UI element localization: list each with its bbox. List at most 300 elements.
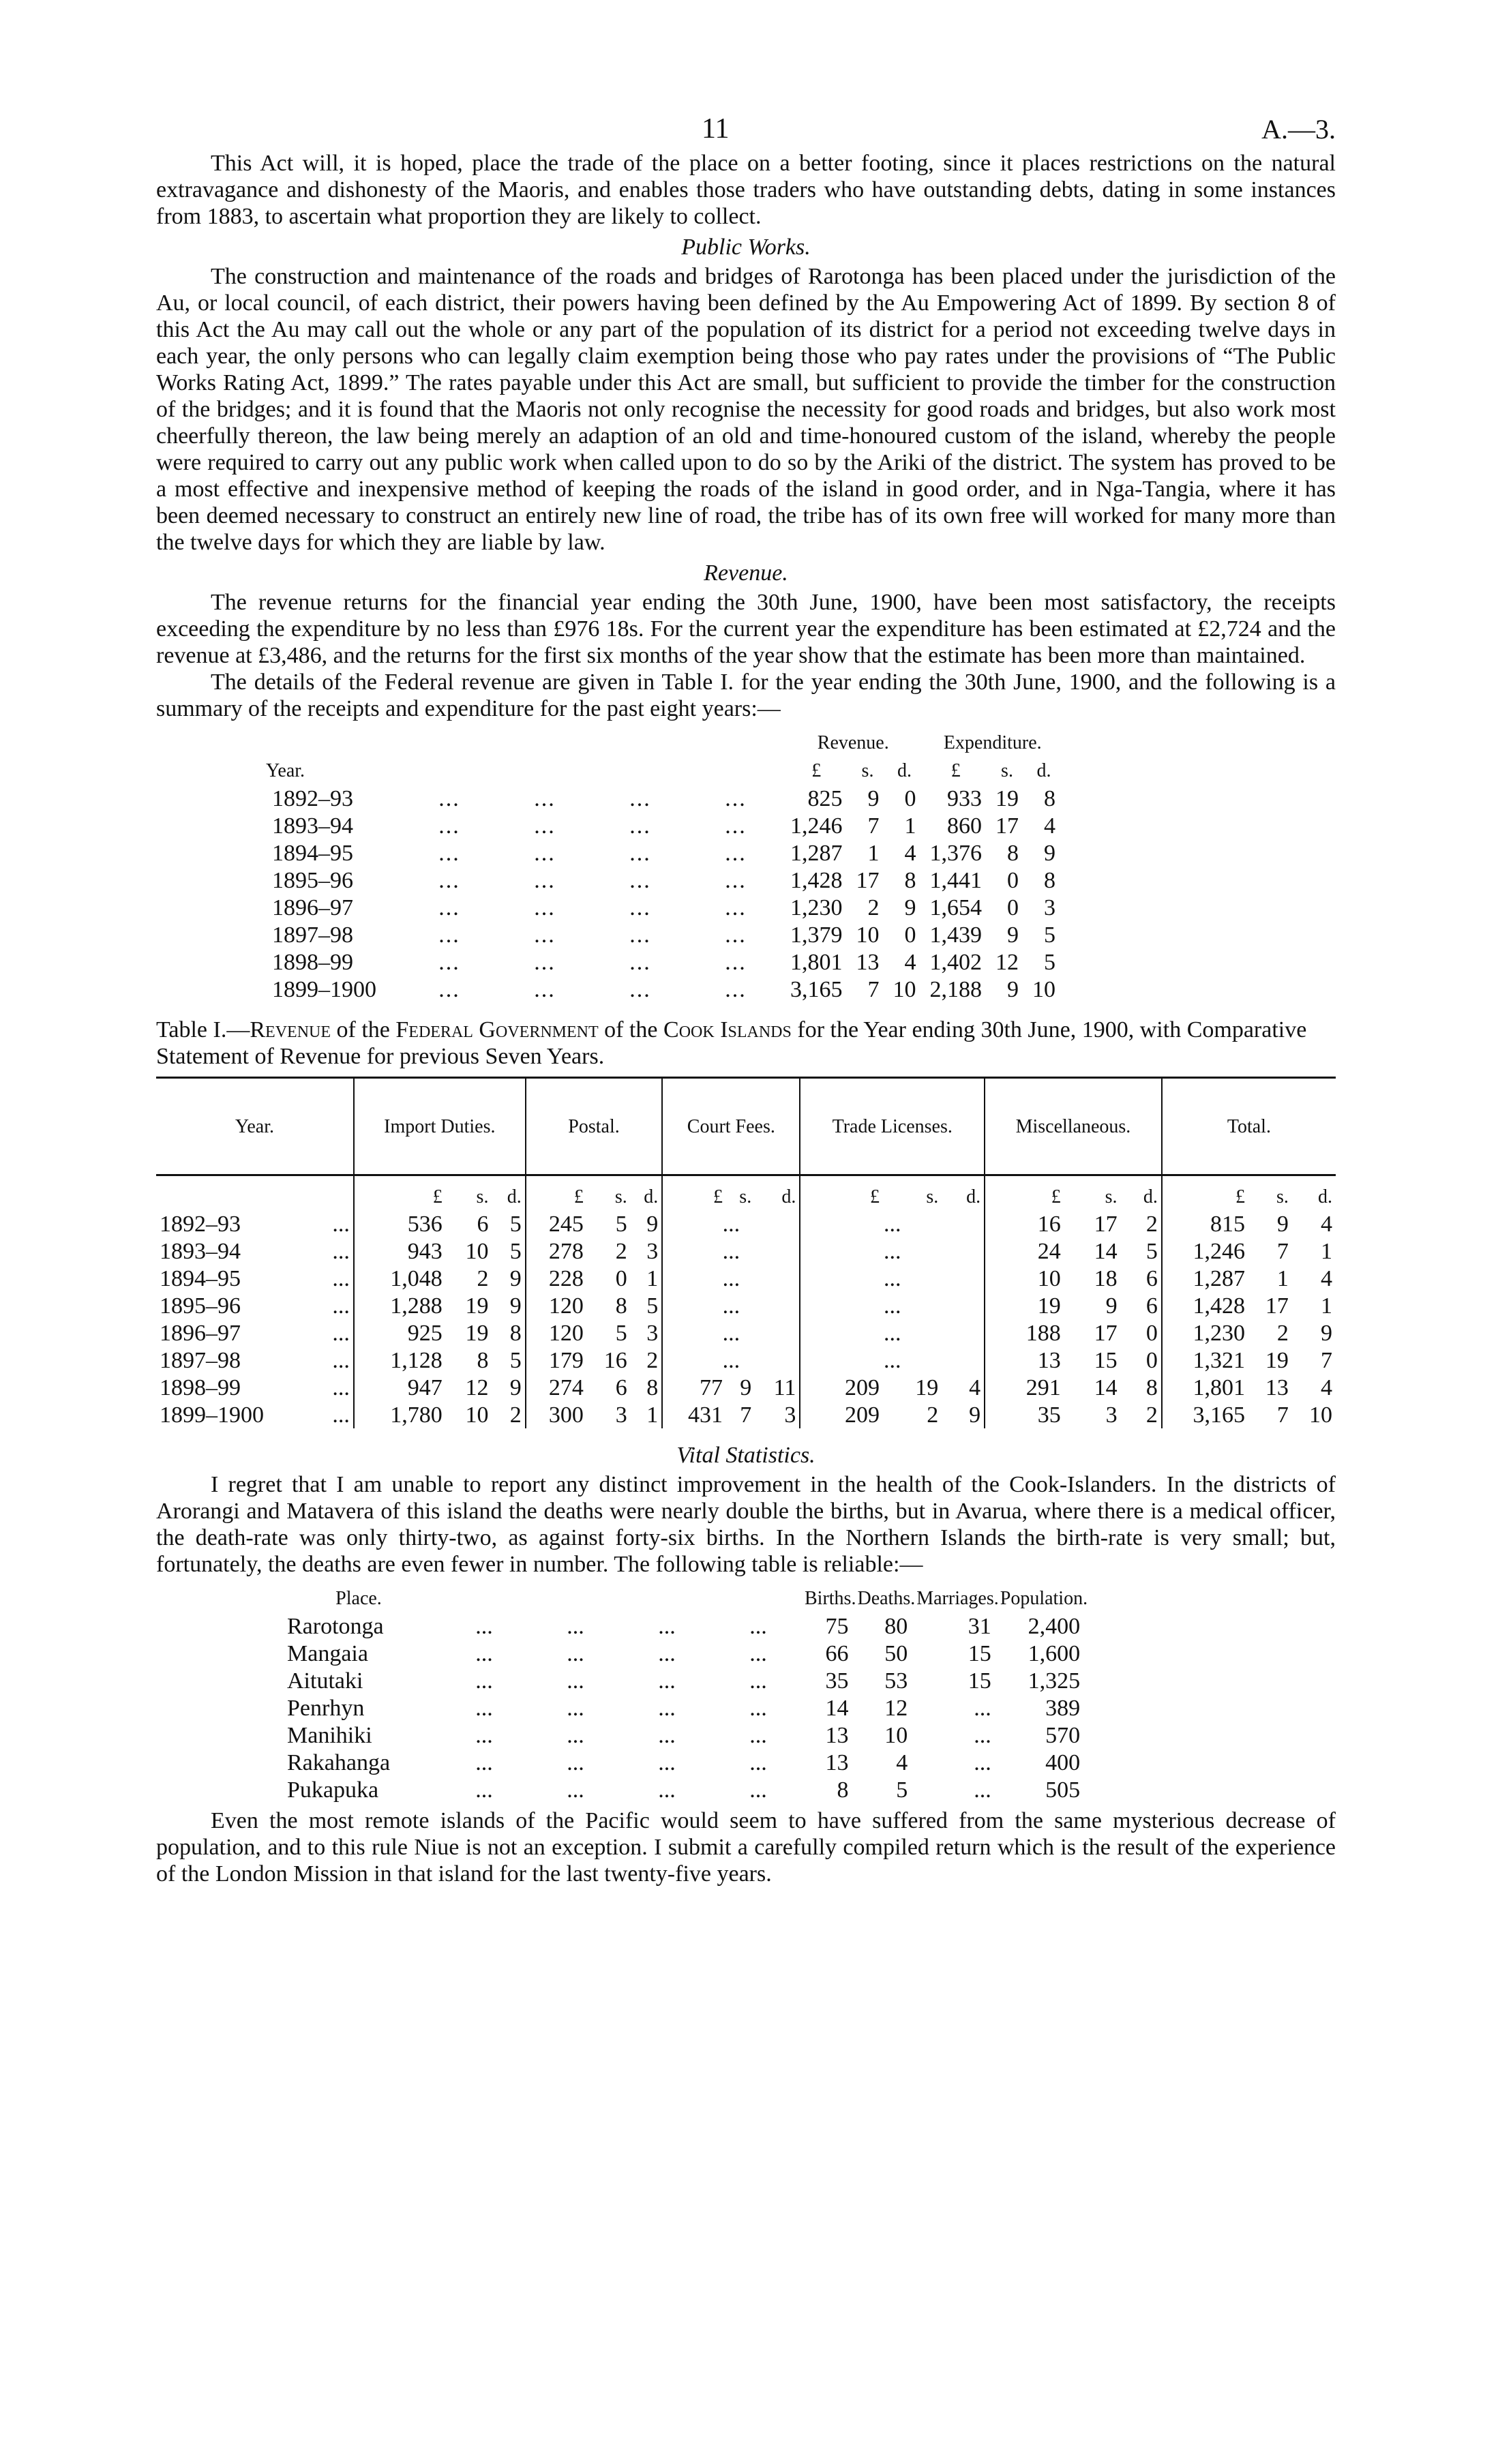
leader-dots: ...	[629, 785, 651, 811]
closing-paragraph: Even the most remote islands of the Pacific would seem to have suffered from the same mysterious decrease of population, and to this rule Niue is not an exception. I submit a carefully compiled return which is the result of the experience of the London Mission in that island for the last twenty-five years.	[156, 1808, 1336, 1887]
population-cell: 570	[1045, 1722, 1081, 1748]
amount-cell: 291	[985, 1374, 1064, 1401]
leader-dots: ...	[534, 840, 556, 866]
amount-cell: 2	[1276, 1320, 1289, 1346]
amount-cell: 6	[1145, 1265, 1158, 1291]
vital-statistics-paragraph: I regret that I am unable to report any distinct improvement in the health of the Cook-Islanders. In the districts of Arorangi and Matavera of this island the deaths were nearly double the births, but in Avarua, where there is a medical officer, the death-rate was only thirty-two, as against forty-six births. In the Northern Islands the birth-rate is very small; but, fortunately, the deaths are even fewer in number. The following table is reliable:—	[156, 1472, 1336, 1577]
revenue-paragraph-2: The details of the Federal revenue are given in Table I. for the year ending the 30th June, 1900, and the following is a summary of the receipts and expenditure for the past eight years:—	[156, 670, 1336, 721]
amount-cell: 8	[615, 1293, 627, 1319]
leader-dots: ...	[332, 1265, 350, 1291]
amount-cell: 5	[615, 1211, 627, 1237]
leader-dots: ...	[567, 1777, 584, 1803]
leader-dots: ...	[749, 1777, 767, 1803]
table-row	[265, 785, 1062, 812]
unit-label: d.	[644, 1186, 659, 1207]
unit-label: £	[354, 1175, 446, 1211]
table-row	[265, 894, 1062, 921]
leader-dots: ...	[749, 1613, 767, 1639]
unit-label: d.	[1318, 1186, 1332, 1207]
amount-cell: 1	[1321, 1293, 1332, 1319]
revenue-paragraph-1: The revenue returns for the financial year ending the 30th June, 1900, have been most satisfactory, the receipts exceeding the expenditure by no less than £976 18s. For the current year the expenditure has been estimated at £2,724 and the revenue at £3,486, and the returns for the first six months of the year show that the estimate has been more than maintained.	[156, 590, 1336, 668]
amount-cell: 10	[465, 1238, 489, 1264]
amount-cell: 17	[1094, 1211, 1118, 1237]
column-header: Postal.	[526, 1078, 663, 1175]
amount-cell: 278	[526, 1237, 587, 1265]
caption-prefix: Table I.—	[156, 1017, 250, 1042]
births-cell: 35	[825, 1668, 849, 1694]
amount-cell: 209	[800, 1374, 883, 1401]
spacer	[318, 1175, 354, 1211]
leader-dots: ...	[749, 1695, 767, 1721]
expenditure-cell: 0	[1007, 867, 1019, 893]
amount-cell: 245	[526, 1210, 587, 1237]
marriages-cell: 15	[968, 1640, 991, 1666]
amount-cell: 4	[969, 1374, 981, 1400]
revenue-cell: 1,246	[790, 813, 843, 839]
revenue-cell: 1,801	[790, 949, 843, 975]
amount-cell: 2	[615, 1238, 627, 1264]
leader-dots: ...	[629, 922, 651, 948]
leader-dots: ...	[475, 1668, 493, 1694]
leader-dots: ...	[629, 949, 651, 975]
spacer	[156, 1175, 318, 1211]
leader-dots: ...	[567, 1695, 584, 1721]
table-row	[279, 1776, 1088, 1803]
year-cell: 1899–1900	[160, 1402, 264, 1428]
year-cell: 1894–95	[160, 1265, 241, 1291]
table-row	[279, 1612, 1088, 1640]
amount-cell: 536	[354, 1210, 446, 1237]
table-row	[279, 1749, 1088, 1776]
empty-value-dots: ...	[662, 1319, 800, 1347]
unit-label: d.	[897, 760, 912, 781]
leader-dots: ...	[567, 1613, 584, 1639]
table-row	[265, 948, 1062, 976]
leader-dots: ...	[658, 1749, 676, 1775]
leader-dots: ...	[725, 813, 747, 839]
federal-revenue-table	[156, 1077, 1336, 1428]
amount-cell: 14	[1094, 1374, 1118, 1400]
leader-dots: ...	[475, 1777, 493, 1803]
place-cell: Rakahanga	[287, 1749, 391, 1775]
births-cell: 75	[825, 1613, 849, 1639]
table-row	[156, 1347, 1336, 1374]
column-header: Total.	[1162, 1078, 1336, 1175]
amount-cell: 947	[354, 1374, 446, 1401]
amount-cell: 19	[465, 1293, 489, 1319]
amount-cell: 6	[1145, 1293, 1158, 1319]
page-header	[156, 102, 1336, 150]
leader-dots: ...	[567, 1668, 584, 1694]
leader-dots: ...	[332, 1211, 350, 1237]
amount-cell: 1,048	[354, 1265, 446, 1292]
amount-cell: 1,801	[1162, 1374, 1248, 1401]
leader-dots: ...	[438, 785, 460, 811]
expenditure-cell: 0	[1007, 895, 1019, 920]
leader-dots: ...	[534, 785, 556, 811]
deaths-cell: 10	[884, 1722, 908, 1748]
year-cell: 1896–97	[160, 1320, 241, 1346]
expenditure-cell: 4	[1044, 813, 1055, 839]
amount-cell: 1,230	[1162, 1319, 1248, 1347]
empty-value-dots: ...	[800, 1319, 985, 1347]
table-row	[279, 1694, 1088, 1722]
column-header: Miscellaneous.	[985, 1078, 1162, 1175]
amount-cell: 19	[465, 1320, 489, 1346]
amount-cell: 943	[354, 1237, 446, 1265]
amount-cell: 6	[477, 1211, 489, 1237]
amount-cell: 16	[985, 1210, 1064, 1237]
table-row	[265, 812, 1062, 839]
column-header: Population.	[1000, 1588, 1088, 1609]
unit-label: s.	[861, 760, 874, 781]
amount-cell: 815	[1162, 1210, 1248, 1237]
amount-cell: 0	[1145, 1347, 1158, 1373]
leader-dots: ...	[332, 1238, 350, 1264]
amount-cell: 10	[985, 1265, 1064, 1292]
deaths-cell: 5	[896, 1777, 908, 1803]
units-row	[156, 1175, 1336, 1211]
amount-cell: 0	[615, 1265, 627, 1291]
leader-dots: ...	[629, 867, 651, 893]
leader-dots: ...	[658, 1777, 676, 1803]
revenue-header: Revenue.	[817, 732, 889, 753]
amount-cell: 35	[985, 1401, 1064, 1428]
table-row	[265, 839, 1062, 867]
amount-cell: 5	[509, 1211, 522, 1237]
leader-dots: ...	[567, 1722, 584, 1748]
empty-value-dots: ...	[662, 1210, 800, 1237]
amount-cell: 1,287	[1162, 1265, 1248, 1292]
amount-cell: 2	[1145, 1402, 1158, 1428]
leader-dots: ...	[534, 976, 556, 1002]
unit-label: s.	[1105, 1186, 1118, 1207]
spacer	[438, 1584, 804, 1612]
empty-value-dots: ...	[662, 1237, 800, 1265]
place-cell: Mangaia	[287, 1640, 368, 1666]
empty-value-dots: ...	[800, 1237, 985, 1265]
empty-value-dots: ...	[800, 1292, 985, 1319]
births-cell: 13	[825, 1722, 849, 1748]
year-cell: 1898–99	[160, 1374, 241, 1400]
column-header: Deaths.	[857, 1588, 916, 1609]
expenditure-cell: 8	[1007, 840, 1019, 866]
unit-label: s.	[1001, 760, 1013, 781]
unit-label: s.	[739, 1186, 752, 1207]
leader-dots: ...	[749, 1749, 767, 1775]
section-heading-public-works: Public Works.	[681, 235, 811, 260]
amount-cell: 4	[1321, 1211, 1332, 1237]
leader-dots: ...	[534, 922, 556, 948]
leader-dots: ...	[438, 895, 460, 920]
leader-dots: ...	[475, 1640, 493, 1666]
expenditure-cell: 860	[947, 813, 982, 839]
amount-cell: 17	[1094, 1320, 1118, 1346]
leader-dots: ...	[629, 895, 651, 920]
revenue-cell: 0	[904, 922, 916, 948]
year-cell: 1893–94	[160, 1238, 241, 1264]
amount-cell: 9	[509, 1374, 522, 1400]
unit-label: d.	[1143, 1186, 1158, 1207]
table-row	[265, 867, 1062, 894]
leader-dots: ...	[629, 813, 651, 839]
section-heading-revenue: Revenue.	[704, 560, 788, 586]
table-row	[156, 1292, 1336, 1319]
table-row	[156, 1374, 1336, 1401]
amount-cell: 209	[800, 1401, 883, 1428]
expenditure-cell: 3	[1044, 895, 1055, 920]
leader-dots: ...	[475, 1749, 493, 1775]
deaths-cell: 80	[884, 1613, 908, 1639]
amount-cell: 3	[615, 1402, 627, 1428]
leader-dots: ...	[332, 1347, 350, 1373]
amount-cell: 3	[1105, 1402, 1118, 1428]
revenue-cell: 17	[856, 867, 880, 893]
amount-cell: 7	[1321, 1347, 1332, 1373]
amount-cell: 19	[1265, 1347, 1289, 1373]
revenue-cell: 1,230	[790, 895, 843, 920]
amount-cell: 12	[465, 1374, 489, 1400]
expenditure-cell: 10	[1032, 976, 1055, 1002]
expenditure-cell: 2,188	[929, 976, 982, 1002]
amount-cell: 5	[509, 1238, 522, 1264]
empty-value-dots: ...	[800, 1347, 985, 1374]
amount-cell: 1	[1321, 1238, 1332, 1264]
year-cell: 1894–95	[272, 840, 353, 866]
year-cell: 1897–98	[272, 922, 353, 948]
amount-cell: 1	[646, 1265, 659, 1291]
unit-label: d.	[1036, 760, 1051, 781]
unit-label: d.	[966, 1186, 981, 1207]
place-cell: Rarotonga	[287, 1613, 384, 1639]
population-cell: 389	[1045, 1695, 1081, 1721]
expenditure-cell: 5	[1044, 922, 1055, 948]
table-row	[279, 1722, 1088, 1749]
empty-value-dots: ...	[800, 1265, 985, 1292]
amount-cell: 1,128	[354, 1347, 446, 1374]
unit-label: £	[800, 1175, 883, 1211]
expenditure-cell: 19	[995, 785, 1019, 811]
caption-government: Federal Government	[395, 1017, 599, 1042]
unit-label: £	[662, 1175, 726, 1211]
revenue-cell: 9	[904, 895, 916, 920]
table-row	[279, 1667, 1088, 1694]
expenditure-cell: 8	[1044, 785, 1055, 811]
deaths-cell: 50	[884, 1640, 908, 1666]
amount-cell: 3	[646, 1320, 659, 1346]
amount-cell: 77	[662, 1374, 726, 1401]
amount-cell: 7	[740, 1402, 752, 1428]
amount-cell: 1,288	[354, 1292, 446, 1319]
births-cell: 66	[825, 1640, 849, 1666]
amount-cell: 6	[615, 1374, 627, 1400]
amount-cell: 2	[509, 1402, 522, 1428]
amount-cell: 0	[1145, 1320, 1158, 1346]
caption-islands: Cook Islands	[663, 1017, 792, 1042]
unit-label: s.	[1276, 1186, 1289, 1207]
amount-cell: 188	[985, 1319, 1064, 1347]
amount-cell: 17	[1265, 1293, 1289, 1319]
intro-paragraph: This Act will, it is hoped, place the trade of the place on a better footing, since it places restrictions on the natural extravagance and dishonesty of the Maoris, and enables those traders who have outstanding debts, dating in some instances from 1883, to ascertain what proportion they are likely to collect.	[156, 151, 1336, 229]
revenue-cell: 10	[893, 976, 916, 1002]
leader-dots: ...	[725, 922, 747, 948]
public-works-paragraph: The construction and maintenance of the roads and bridges of Rarotonga has been placed under the jurisdiction of the Au, or local council, of each district, their powers having been defined by the Au Empowering Act of 1899. By section 8 of this Act the Au may call out the whole or any part of the population of its district for a period not exceeding twelve days in each year, the only persons who can legally claim exemption being those who pay rates under the provisions of “The Public Works Rating Act, 1899.” The rates payable under this Act are small, but sufficient to provide the timber for the construction of the bridges; and it is found that the Maoris not only recognise the necessity for good roads and bridges, but also work most cheerfully thereon, the law being merely an adaption of an old and time-honoured custom of the island, whereby the people were required to carry out any public work when called upon to do so by the Ariki of the district. The system has proved to be a most effective and inexpensive method of keeping the roads of the island in good order, and in Nga-Tangia, where it has been deemed necessary to construct an entirely new line of road, the tribe has of its own free will worked for many more than the twelve days for which they are liable by law.	[156, 264, 1336, 555]
leader-dots: ...	[332, 1320, 350, 1346]
amount-cell: 13	[985, 1347, 1064, 1374]
unit-label: £	[526, 1175, 587, 1211]
amount-cell: 18	[1094, 1265, 1118, 1291]
marriages-cell: ...	[974, 1722, 991, 1748]
expenditure-header: Expenditure.	[943, 732, 1042, 753]
amount-cell: 7	[1276, 1402, 1289, 1428]
expenditure-cell: 9	[1007, 922, 1019, 948]
leader-dots: ...	[725, 867, 747, 893]
unit-label: £	[985, 1175, 1064, 1211]
amount-cell: 1,321	[1162, 1347, 1248, 1374]
population-cell: 1,600	[1028, 1640, 1081, 1666]
unit-label: £	[811, 760, 822, 781]
place-cell: Aitutaki	[287, 1668, 363, 1694]
empty-value-dots: ...	[800, 1210, 985, 1237]
amount-cell: 120	[526, 1292, 587, 1319]
expenditure-cell: 1,654	[929, 895, 982, 920]
caption-text: of the	[598, 1017, 664, 1042]
leader-dots: ...	[749, 1668, 767, 1694]
empty-value-dots: ...	[662, 1292, 800, 1319]
revenue-expenditure-summary-table	[265, 729, 1062, 1003]
section-heading-vital-statistics: Vital Statistics.	[676, 1443, 815, 1468]
marriages-cell: ...	[974, 1695, 991, 1721]
marriages-cell: ...	[974, 1749, 991, 1775]
caption-text: of the	[331, 1017, 396, 1042]
amount-cell: 8	[509, 1320, 522, 1346]
amount-cell: 179	[526, 1347, 587, 1374]
revenue-cell: 4	[904, 840, 916, 866]
leader-dots: ...	[534, 895, 556, 920]
amount-cell: 9	[509, 1265, 522, 1291]
unit-label: s.	[614, 1186, 627, 1207]
leader-dots: ...	[534, 949, 556, 975]
caption-revenue: Revenue	[250, 1017, 331, 1042]
expenditure-cell: 5	[1044, 949, 1055, 975]
revenue-cell: 1,428	[790, 867, 843, 893]
caption-text: for the Year ending 30th June, 1900, with Comparative Statement of Revenue for previous Seven Years.	[156, 1017, 1307, 1069]
expenditure-cell: 8	[1044, 867, 1055, 893]
revenue-cell: 13	[856, 949, 880, 975]
document-page	[156, 102, 1336, 1887]
amount-cell: 9	[646, 1211, 659, 1237]
amount-cell: 925	[354, 1319, 446, 1347]
year-cell: 1897–98	[160, 1347, 241, 1373]
births-cell: 8	[837, 1777, 849, 1803]
revenue-cell: 825	[807, 785, 843, 811]
leader-dots: ...	[658, 1668, 676, 1694]
amount-cell: 9	[1276, 1211, 1289, 1237]
document-reference: A.—3.	[1261, 114, 1336, 145]
leader-dots: ...	[658, 1695, 676, 1721]
column-header: Court Fees.	[662, 1078, 800, 1175]
vital-statistics-table	[279, 1584, 1088, 1803]
deaths-cell: 53	[884, 1668, 908, 1694]
leader-dots: ...	[658, 1722, 676, 1748]
column-header: Year.	[156, 1078, 354, 1175]
unit-label: s.	[476, 1186, 489, 1207]
population-cell: 505	[1045, 1777, 1081, 1803]
amount-cell: 9	[1321, 1320, 1332, 1346]
expenditure-cell: 17	[995, 813, 1019, 839]
expenditure-cell: 1,439	[929, 922, 982, 948]
year-cell: 1892–93	[160, 1211, 241, 1237]
leader-dots: ...	[438, 867, 460, 893]
amount-cell: 16	[603, 1347, 627, 1373]
column-header: Place.	[335, 1588, 382, 1609]
marriages-cell: ...	[974, 1777, 991, 1803]
revenue-cell: 7	[867, 813, 880, 839]
leader-dots: ...	[475, 1722, 493, 1748]
table-row	[156, 1319, 1336, 1347]
place-cell: Pukapuka	[287, 1777, 379, 1803]
amount-cell: 4	[1321, 1265, 1332, 1291]
table-caption	[156, 1017, 1336, 1070]
revenue-cell: 1	[904, 813, 916, 839]
column-header: Trade Licenses.	[800, 1078, 985, 1175]
revenue-cell: 2	[867, 895, 880, 920]
population-cell: 400	[1045, 1749, 1081, 1775]
leader-dots: ...	[567, 1749, 584, 1775]
revenue-cell: 0	[904, 785, 916, 811]
leader-dots: ...	[629, 840, 651, 866]
revenue-cell: 1,379	[790, 922, 843, 948]
revenue-cell: 8	[904, 867, 916, 893]
empty-value-dots: ...	[662, 1347, 800, 1374]
expenditure-cell: 1,376	[929, 840, 982, 866]
year-cell: 1898–99	[272, 949, 353, 975]
marriages-cell: 15	[968, 1668, 991, 1694]
year-cell: 1896–97	[272, 895, 353, 920]
leader-dots: ...	[658, 1640, 676, 1666]
leader-dots: ...	[629, 976, 651, 1002]
leader-dots: ...	[567, 1640, 584, 1666]
revenue-cell: 4	[904, 949, 916, 975]
leader-dots: ...	[475, 1613, 493, 1639]
year-cell: 1893–94	[272, 813, 353, 839]
amount-cell: 2	[477, 1265, 489, 1291]
amount-cell: 15	[1094, 1347, 1118, 1373]
table-row	[265, 921, 1062, 948]
year-header: Year.	[266, 760, 305, 781]
population-cell: 1,325	[1028, 1668, 1081, 1694]
leader-dots: ...	[725, 895, 747, 920]
leader-dots: ...	[438, 922, 460, 948]
population-cell: 2,400	[1028, 1613, 1081, 1639]
amount-cell: 120	[526, 1319, 587, 1347]
revenue-cell: 10	[856, 922, 880, 948]
column-header: Import Duties.	[354, 1078, 526, 1175]
revenue-cell: 1,287	[790, 840, 843, 866]
leader-dots: ...	[438, 813, 460, 839]
revenue-cell: 9	[867, 785, 880, 811]
leader-dots: ...	[725, 840, 747, 866]
leader-dots: ...	[438, 976, 460, 1002]
expenditure-cell: 9	[1007, 976, 1019, 1002]
leader-dots: ...	[725, 976, 747, 1002]
leader-dots: ...	[658, 1613, 676, 1639]
unit-label: d.	[781, 1186, 796, 1207]
table-row	[156, 1265, 1336, 1292]
amount-cell: 10	[465, 1402, 489, 1428]
amount-cell: 1	[646, 1402, 659, 1428]
amount-cell: 5	[615, 1320, 627, 1346]
